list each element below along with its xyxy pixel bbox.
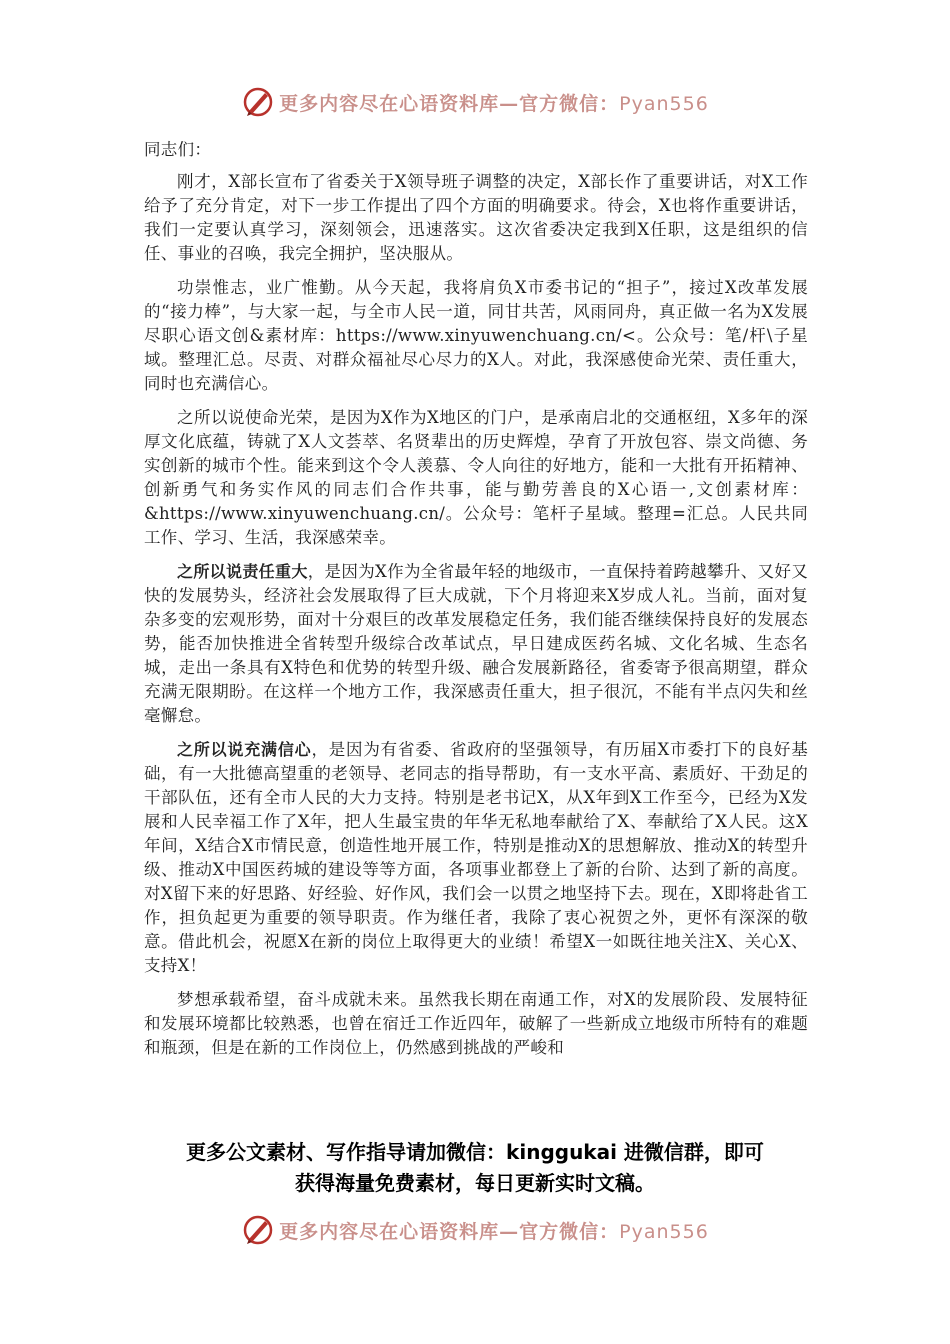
header-banner bbox=[0, 82, 950, 122]
paragraph-3: 之所以说使命光荣，是因为X作为X地区的门户，是承南启北的交通枢纽，X多年的深厚文化底蕴，铸就了X人文荟萃、名贤辈出的历史辉煌，孕育了开放包容、崇文尚德、务实创新的城市个性。能来到这个令人羡慕、令人向往的好地方，能和一大批有开拓精神、创新勇气和务实作风的同志们合作共事，能与勤劳善良的X心语一,文创素材库：&https://www.xinyuwenchuang.cn/。公众号：笔杆子星域。整理=汇总。人民共同工作、学习、生活，我深感荣幸。 bbox=[144, 408, 808, 547]
pen-logo-icon bbox=[241, 85, 275, 119]
promo-line-2: 获得海量免费素材，每日更新实时文稿。 bbox=[295, 1171, 655, 1195]
paragraph-5: 之所以说充满信心，是因为有省委、省政府的坚强领导，有历届X市委打下的良好基础，有一大批德高望重的老领导、老同志的指导帮助，有一支水平高、素质好、干劲足的干部队伍，还有全市人民的大力支持。特别是老书记X，从X年到X工作至今，已经为X发展和人民幸福工作了X年，把人生最宝贵的年华无私地奉献给了X、奉献给了X人民。这X年间，X结合X市情民意，创造性地开展工作，特别是推动X的思想解放、推动X的转型升级、推动X中国医药城的建设等等方面，各项事业都登上了新的台阶、达到了新的高度。对X留下来的好思路、好经验、好作风，我们会一以贯之地坚持下去。现在，X即将赴省工作，担负起更为重要的领导职责。作为继任者，我除了衷心祝贺之外，更怀有深深的敬意。借此机会，祝愿X在新的岗位上取得更大的业绩！希望X一如既往地关注X、关心X、支持X！ bbox=[144, 740, 808, 975]
promo-notice bbox=[120, 1137, 830, 1199]
paragraph-5-lead: 之所以说充满信心 bbox=[177, 740, 312, 759]
document-body bbox=[144, 138, 809, 1057]
header-wechat-id: Pyan556 bbox=[619, 92, 709, 115]
paragraph-2: 功崇惟志，业广惟勤。从今天起，我将肩负X市委书记的“担子”，接过X改革发展的“接力棒”，与大家一起，与全市人民一道，同甘共苦，风雨同舟，真正做一名为X发展尽职心语文创&素材库：https://www.xinyuwenchuang.cn/<。公众号：笔/杆\子星域。整理汇总。尽责、对群众福祉尽心尽力的X人。对此，我深感使命光荣、责任重大，同时也充满信心。 bbox=[144, 278, 808, 393]
footer-banner-text: 更多内容尽在心语资料库—官方微信：Pyan556 bbox=[279, 1220, 709, 1243]
footer-banner bbox=[0, 1210, 950, 1250]
header-banner-text: 更多内容尽在心语资料库—官方微信：Pyan556 bbox=[279, 92, 709, 115]
greeting: 同志们： bbox=[144, 140, 212, 159]
paragraph-1: 刚才，X部长宣布了省委关于X领导班子调整的决定，X部长作了重要讲话，对X工作给予了充分肯定，对下一步工作提出了四个方面的明确要求。待会，X也将作重要讲话，我们一定要认真学习，深刻领会，迅速落实。这次省委决定我到X任职，这是组织的信任、事业的召唤，我完全拥护，坚决服从。 bbox=[144, 172, 808, 263]
promo-line-1: 更多公文素材、写作指导请加微信：kinggukai 进微信群，即可 bbox=[186, 1140, 764, 1164]
paragraph-4: 之所以说责任重大，是因为X作为全省最年轻的地级市，一直保持着跨越攀升、又好又快的发展势头，经济社会发展取得了巨大成就，下个月将迎来X岁成人礼。当前，面对复杂多变的宏观形势，面对十分艰巨的改革发展稳定任务，我们能否继续保持良好的发展态势，能否加快推进全省转型升级综合改革试点，早日建成医药名城、文化名城、生态名城，走出一条具有X特色和优势的转型升级、融合发展新路径，省委寄予很高期望，群众充满无限期盼。在这样一个地方工作，我深感责任重大，担子很沉，不能有半点闪失和丝毫懈怠。 bbox=[144, 562, 809, 725]
pen-logo-icon bbox=[241, 1213, 275, 1247]
paragraph-4-lead: 之所以说责任重大 bbox=[177, 562, 308, 581]
paragraph-6: 梦想承载希望，奋斗成就未来。虽然我长期在南通工作，对X的发展阶段、发展特征和发展环境都比较熟悉，也曾在宿迁工作近四年，破解了一些新成立地级市所特有的难题和瓶颈，但是在新的工作岗位上，仍然感到挑战的严峻和 bbox=[144, 990, 808, 1057]
footer-wechat-id: Pyan556 bbox=[619, 1220, 709, 1243]
